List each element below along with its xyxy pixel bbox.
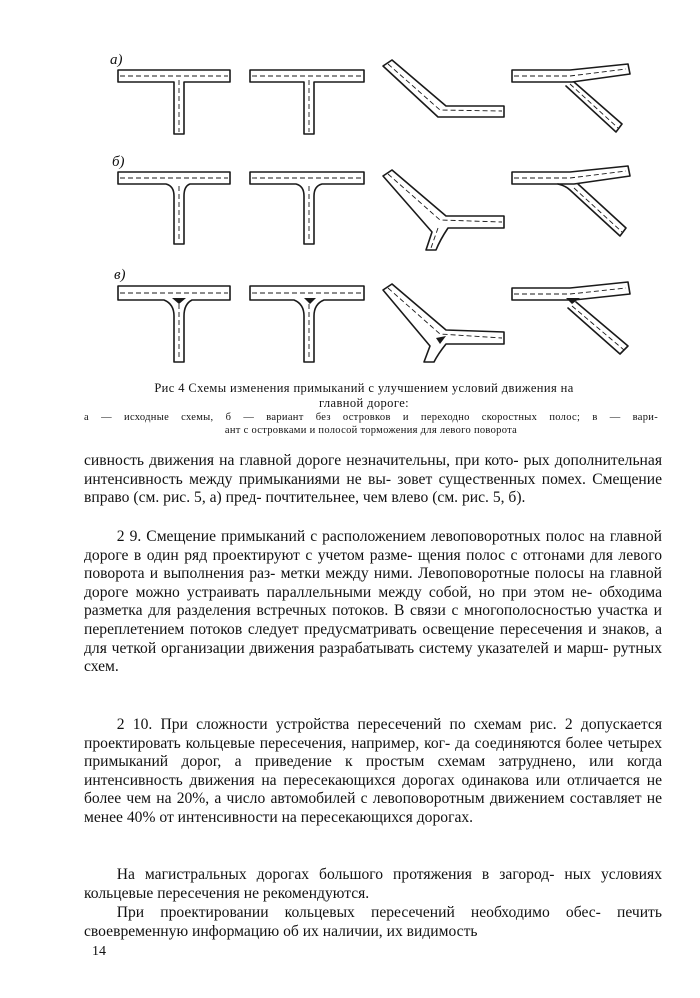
paragraph-main-roads: На магистральных дорогах большого протяжения в загород- ных условиях кольцевые пересечения не рекомендуются.	[84, 866, 662, 902]
paragraph-2-10: 2 10. При сложности устройства пересечений по схемам рис. 2 допускается проектировать кольцевые пересечения, например, ког- да соединяются более четырех примыканий дорог, а приведение к простым схемам затруднено, или когда интенсивность движения на пересекающихся дорогах одинакова или отличается не более чем на 20%, а число автомобилей с левоповоротным движением составляет не менее 40% от интенсивности на пересекающихся дорогах.	[84, 716, 662, 826]
figure-caption-legend: а — исходные схемы, б — вариант без островков и переходно скоростных полос; в — вари-	[84, 412, 658, 423]
scheme-c4	[512, 282, 630, 354]
scheme-c1	[118, 286, 230, 362]
figure-caption-legend-continued: ант с островками и полосой торможения для левого поворота	[224, 425, 518, 436]
paragraph-roundabout-design: При проектировании кольцевых пересечений необходимо обес- печить своевременную информацию об их наличии, их видимость	[84, 904, 662, 940]
figure-caption-title-continued: главной дороге:	[318, 396, 410, 410]
paragraph-2-9: 2 9. Смещение примыканий с расположением левоповоротных полос на главной дороге в один ряд проектируют с учетом разме- щения полос с отгонами для левого поворота и выполнения раз- метки между ними. Левоповоротные полосы на главной дороге можно устраивать параллельными между собой, но при этом не- обходима разметка для разделения встречных потоков. В связи с многополосностью участка и переплетением потоков следует предусматривать освещение пересечения и знаков, а для четкой организации движения разрабатывать систему указателей и марш- рутных схем.	[84, 528, 662, 676]
figure-caption-title: Рис 4 Схемы изменения примыканий с улучшением условий движения на	[154, 381, 574, 395]
scheme-a1	[118, 70, 230, 134]
paragraph-continuation: сивность движения на главной дороге незначительны, при кото- рых дополнительная интенсивность между примыканиями не вы- зовет существенных помех. Смещение вправо (см. рис. 5, а) пред- почтительнее, чем влево (см. рис. 5, б).	[84, 452, 662, 507]
scheme-c2	[250, 286, 364, 362]
scheme-b1	[118, 172, 230, 244]
scheme-a3	[383, 60, 504, 117]
scheme-b4	[512, 166, 630, 236]
page-number: 14	[92, 944, 106, 959]
scheme-a4	[512, 64, 630, 132]
scheme-a2	[250, 70, 364, 134]
row-label-c: в)	[114, 267, 126, 283]
scheme-b2	[250, 172, 364, 244]
scheme-b3	[383, 170, 504, 250]
row-label-b: б)	[112, 154, 125, 170]
scheme-c3	[383, 284, 504, 362]
figure-junction-schemes	[100, 36, 660, 376]
row-label-a: а)	[110, 52, 123, 68]
